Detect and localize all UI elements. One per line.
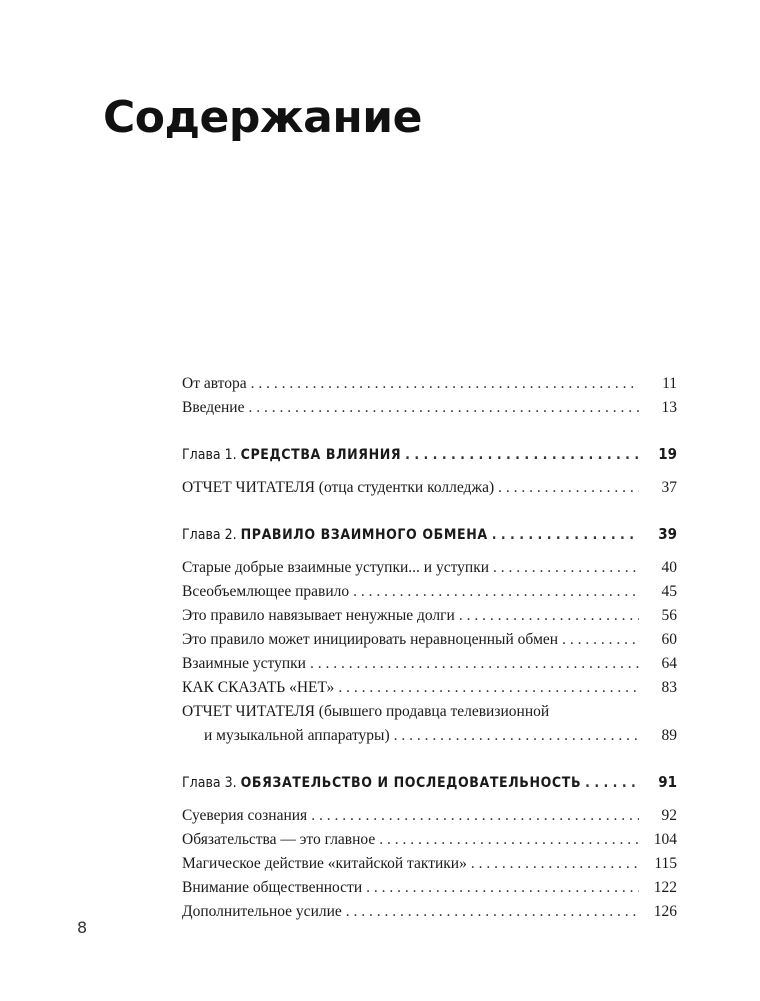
leader-dots <box>471 852 639 876</box>
leader-dots <box>585 771 639 795</box>
toc-entry-page: 56 <box>661 607 677 624</box>
toc-entry-title: От автора <box>182 375 247 392</box>
toc-entry-title: КАК СКАЗАТЬ «НЕТ» <box>182 679 335 696</box>
toc-entry-title: ОТЧЕТ ЧИТАТЕЛЯ (отца студентки колледжа) <box>182 479 495 496</box>
leader-dots <box>346 900 639 924</box>
toc-entry[interactable] <box>182 828 677 852</box>
leader-dots <box>310 652 639 676</box>
toc-entry-title: Магическое действие «китайской тактики» <box>182 855 467 872</box>
leader-dots <box>493 556 639 580</box>
toc-entry-author[interactable] <box>182 372 677 396</box>
toc-entry[interactable] <box>182 604 677 628</box>
toc-entry-title: Введение <box>182 399 245 416</box>
toc-entry-title: Взаимные уступки <box>182 655 306 672</box>
toc-entry-multiline[interactable] <box>182 700 677 748</box>
leader-dots <box>311 804 639 828</box>
leader-dots <box>248 396 639 420</box>
toc-entry-title: Всеобъемлющее правило <box>182 583 350 600</box>
toc-chapter-1[interactable] <box>182 442 677 466</box>
leader-dots <box>394 724 639 748</box>
leader-dots <box>353 580 639 604</box>
leader-dots <box>562 628 639 652</box>
toc-entry-page: 60 <box>661 631 677 648</box>
chapter-heading <box>182 771 581 795</box>
toc-entry-page: 13 <box>661 399 677 416</box>
toc-entry-title: Внимание общественности <box>182 879 363 896</box>
toc-entry-title: Обязательства — это главное <box>182 831 376 848</box>
toc-entry[interactable] <box>182 900 677 924</box>
toc-entry-page: 45 <box>661 583 677 600</box>
toc-entry-introduction[interactable] <box>182 396 677 420</box>
chapter-name: ОБЯЗАТЕЛЬСТВО И ПОСЛЕДОВАТЕЛЬНОСТЬ <box>240 775 582 791</box>
leader-dots <box>379 828 639 852</box>
toc-entry[interactable] <box>182 556 677 580</box>
toc-entry[interactable] <box>182 876 677 900</box>
toc-entry[interactable] <box>182 676 677 700</box>
toc-entry-title: Это правило навязывает ненужные долги <box>182 607 455 624</box>
toc-chapter-3[interactable] <box>182 770 677 794</box>
toc-entry-title-line2: и музыкальной аппаратуры) <box>204 727 390 744</box>
toc-entry-page: 89 <box>661 727 677 744</box>
toc-entry[interactable] <box>182 852 677 876</box>
chapter-name: ПРАВИЛО ВЗАИМНОГО ОБМЕНА <box>240 527 488 543</box>
toc-entry-page: 40 <box>661 559 677 576</box>
chapter-heading <box>182 443 401 467</box>
toc-entry-title: Старые добрые взаимные уступки... и уступки <box>182 559 490 576</box>
toc-entry[interactable] <box>182 628 677 652</box>
toc-entry-page: 83 <box>661 679 677 696</box>
chapter-page: 19 <box>658 445 677 463</box>
toc-entry-page: 64 <box>661 655 677 672</box>
toc-entry-page: 92 <box>661 807 677 824</box>
leader-dots <box>459 604 639 628</box>
toc-entry-page: 126 <box>653 903 677 920</box>
toc-entry-title: Это правило может инициировать неравноценный обмен <box>182 631 559 648</box>
chapter-heading <box>182 523 488 547</box>
table-of-contents <box>182 372 677 924</box>
toc-entry[interactable] <box>182 804 677 828</box>
chapter-number: Глава 2. <box>182 527 237 543</box>
leader-dots <box>251 372 639 396</box>
toc-entry[interactable] <box>182 652 677 676</box>
toc-entry-title: Дополнительное усилие <box>182 903 342 920</box>
toc-entry-page: 37 <box>661 479 677 496</box>
leader-dots <box>366 876 639 900</box>
toc-entry-page: 115 <box>654 855 677 872</box>
toc-chapter-2[interactable] <box>182 522 677 546</box>
chapter-page: 39 <box>658 525 677 543</box>
leader-dots <box>492 523 639 547</box>
toc-entry-page: 122 <box>653 879 677 896</box>
chapter-page: 91 <box>658 773 677 791</box>
page-title: Содержание <box>103 92 422 143</box>
chapter-number: Глава 3. <box>182 775 237 791</box>
leader-dots <box>498 476 639 500</box>
leader-dots <box>338 676 639 700</box>
toc-entry-title-line1: ОТЧЕТ ЧИТАТЕЛЯ (бывшего продавца телевизионной <box>182 703 550 720</box>
page-number: 8 <box>77 918 88 937</box>
toc-entry[interactable] <box>182 580 677 604</box>
chapter-name: СРЕДСТВА ВЛИЯНИЯ <box>240 447 402 463</box>
toc-entry-page: 104 <box>653 831 677 848</box>
toc-entry-page: 11 <box>662 375 677 392</box>
toc-entry-title: Суеверия сознания <box>182 807 308 824</box>
chapter-number: Глава 1. <box>182 447 237 463</box>
leader-dots <box>405 443 639 467</box>
toc-entry[interactable] <box>182 476 677 500</box>
